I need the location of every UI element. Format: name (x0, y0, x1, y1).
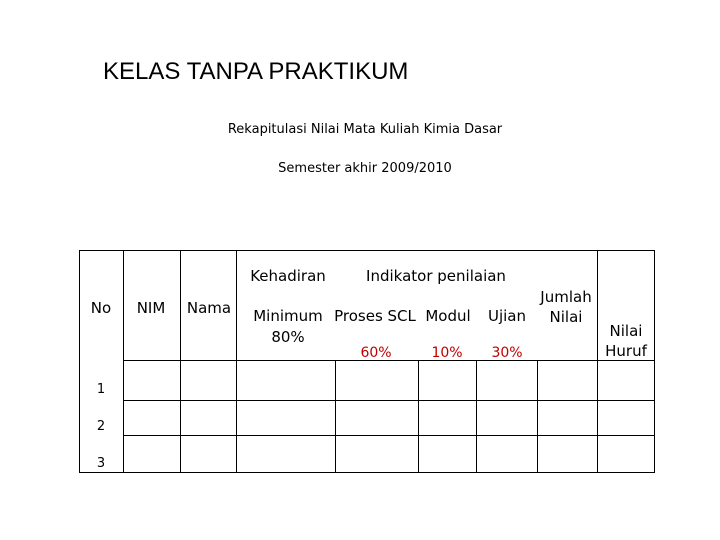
header-nim: NIM (136, 299, 166, 317)
header-huruf: Huruf (605, 342, 647, 360)
grid-line (597, 250, 598, 473)
grid-line (180, 250, 181, 473)
page-title: KELAS TANPA PRAKTIKUM (103, 58, 409, 85)
semester-label: Semester akhir 2009/2010 (278, 161, 452, 176)
header-minimum: Minimum (253, 307, 323, 325)
header-jumlah: Jumlah (540, 288, 592, 306)
header-kehadiran: Kehadiran (250, 267, 326, 285)
header-modul: Modul (425, 307, 471, 325)
grid-line (537, 360, 538, 473)
header-indikator: Indikator penilaian (366, 267, 506, 285)
row-number: 3 (96, 456, 106, 471)
grid-line (123, 400, 655, 401)
header-proses-scl: Proses SCL (334, 307, 416, 325)
header-nilai: Nilai (609, 322, 643, 340)
grid-line (123, 435, 655, 436)
header-jumlah-nilai: Nilai (549, 308, 583, 326)
weight-ujian: 30% (491, 345, 523, 361)
grid-line (123, 250, 124, 473)
header-minimum-pct: 80% (271, 328, 305, 346)
weight-proses-scl: 60% (360, 345, 392, 361)
row-number: 1 (96, 382, 106, 397)
table-subtitle: Rekapitulasi Nilai Mata Kuliah Kimia Dasar (227, 122, 503, 137)
header-no: No (90, 299, 112, 317)
header-nama: Nama (186, 299, 232, 317)
header-ujian: Ujian (487, 307, 527, 325)
grid-line (476, 360, 477, 473)
grid-line (335, 360, 336, 473)
row-number: 2 (96, 419, 106, 434)
weight-modul: 10% (431, 345, 463, 361)
grid-line (236, 250, 237, 473)
grid-line (418, 360, 419, 473)
